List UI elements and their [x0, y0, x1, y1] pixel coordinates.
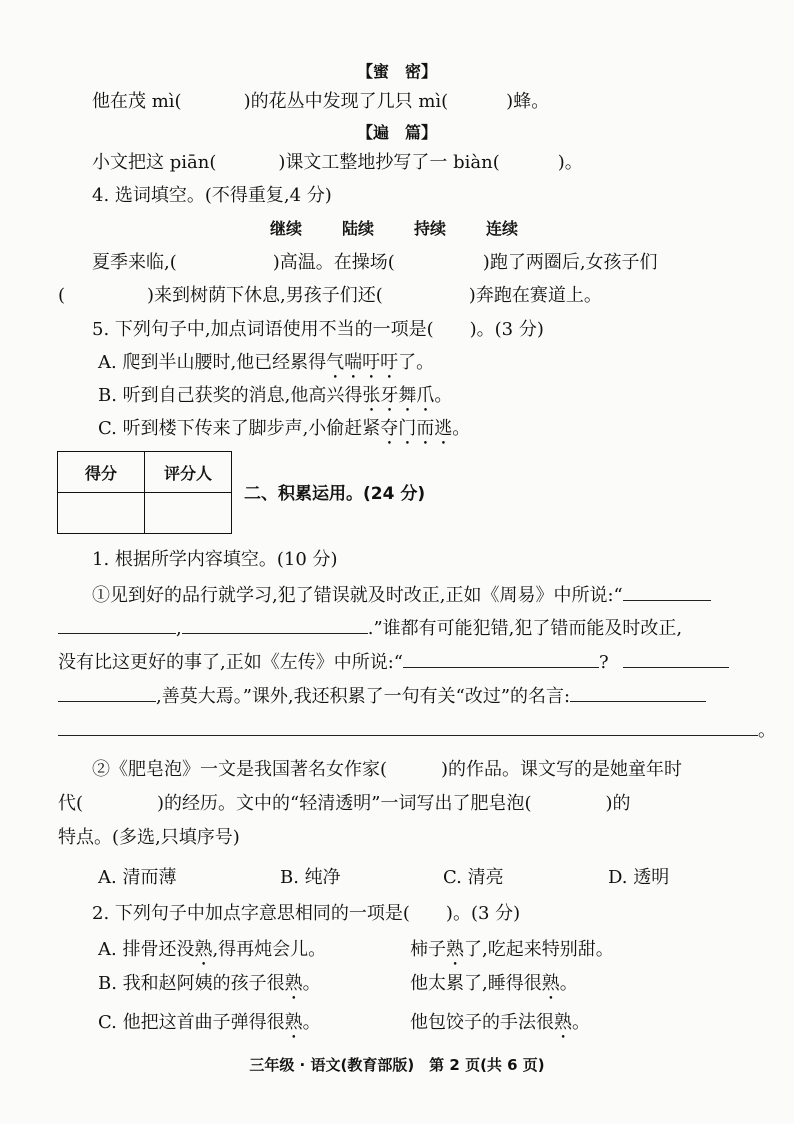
group-header-bian: 【遍 篇】 [356, 123, 437, 142]
q2-1-title: 1. 根据所学内容填空。(10 分) [92, 549, 338, 570]
reviewer-header: 评分人 [145, 452, 232, 493]
pinyin-sentence-bian: 小文把这 piān( )课文工整地抄写了一 biàn( )。 [92, 152, 583, 173]
q2-1-p1-line1: ①见到好的品行就学习,犯了错误就及时改正,正如《周易》中所说:“ [92, 582, 711, 608]
word-lianxu: 连续 [486, 219, 519, 238]
q5-title: 5. 下列句子中,加点词语使用不当的一项是( )。(3 分) [92, 319, 544, 340]
dotted-word: 张牙舞爪 [362, 385, 435, 406]
score-header: 得分 [58, 452, 145, 493]
q2-1-p1-line4: ,善莫大焉。”课外,我还积累了一句有关“改过”的名言: [58, 683, 706, 709]
q2-2-row-c-right: 他包饺子的手法很熟。 [410, 1012, 590, 1033]
answer-blank[interactable] [623, 582, 711, 601]
word-chixu: 持续 [414, 219, 447, 238]
choice-a: A. 清而薄 [98, 867, 177, 888]
choice-b: B. 纯净 [280, 867, 341, 888]
answer-blank[interactable] [58, 683, 156, 702]
dotted-char: 熟 [194, 939, 213, 960]
dotted-char: 熟 [284, 973, 303, 994]
section-2-title: 二、积累运用。(24 分) [244, 484, 426, 504]
answer-blank[interactable] [623, 649, 729, 668]
q2-1-p2-line2: 代( )的经历。文中的“轻清透明”一词写出了肥皂泡( )的 [58, 793, 631, 814]
choice-d: D. 透明 [608, 867, 670, 888]
answer-blank[interactable] [570, 683, 706, 702]
answer-blank[interactable] [58, 615, 176, 634]
dotted-char: 熟 [554, 1012, 572, 1033]
group-header-mi: 【蜜 密】 [356, 62, 437, 81]
dotted-char: 熟 [446, 939, 464, 960]
word-jixu: 继续 [270, 219, 303, 238]
word-luxu: 陆续 [342, 219, 375, 238]
answer-blank[interactable] [403, 649, 599, 668]
q4-line-1: 夏季来临,( )高温。在操场( )跑了两圈后,女孩子们 [92, 252, 658, 273]
q2-2-row-a-right: 柿子熟了,吃起来特别甜。 [410, 939, 614, 960]
q2-1-p1-line5: 。 [58, 717, 776, 743]
q2-2-row-a-left: A. 排骨还没熟,得再炖会儿。 [98, 939, 327, 960]
q4-title: 4. 选词填空。(不得重复,4 分) [92, 185, 332, 206]
pinyin-sentence-mi: 他在茂 mì( )的花丛中发现了几只 mì( )蜂。 [92, 91, 550, 112]
score-table [57, 451, 232, 534]
page-footer: 三年级 · 语文(教育部版) 第 2 页(共 6 页) [249, 1056, 545, 1074]
q2-1-p1-line3: 没有比这更好的事了,正如《左传》中所说:“ ? [58, 649, 729, 675]
reviewer-cell[interactable] [145, 493, 232, 534]
dotted-char: 熟 [541, 973, 560, 994]
dotted-char: 熟 [284, 1012, 303, 1033]
q2-1-p2-line1: ②《肥皂泡》一文是我国著名女作家( )的作品。课文写的是她童年时 [92, 759, 683, 780]
choice-c: C. 清亮 [443, 867, 504, 888]
answer-blank[interactable] [182, 615, 368, 634]
q2-2-row-b-right: 他太累了,睡得很熟。 [410, 973, 578, 994]
dotted-word: 夺门而逃 [380, 418, 453, 439]
q5-option-c: C. 听到楼下传来了脚步声,小偷赶紧夺门而逃。 [98, 418, 471, 439]
q4-line-2: ( )来到树荫下休息,男孩子们还( )奔跑在赛道上。 [58, 285, 602, 306]
score-cell[interactable] [58, 493, 145, 534]
dotted-word: 气喘吁吁 [326, 352, 399, 373]
q2-2-title: 2. 下列句子中加点字意思相同的一项是( )。(3 分) [92, 903, 521, 924]
q2-2-row-c-left: C. 他把这首曲子弹得很熟。 [98, 1012, 321, 1033]
q5-option-a: A. 爬到半山腰时,他已经累得气喘吁吁了。 [98, 352, 435, 373]
q2-2-row-b-left: B. 我和赵阿姨的孩子很熟。 [98, 973, 321, 994]
q2-1-p1-line2: , .”谁都有可能犯错,犯了错而能及时改正, [58, 615, 682, 641]
answer-blank[interactable] [58, 717, 758, 736]
q4-word-bank [250, 217, 538, 241]
q5-option-b: B. 听到自己获奖的消息,他高兴得张牙舞爪。 [98, 385, 453, 406]
q2-1-p2-line3: 特点。(多选,只填序号) [58, 827, 240, 848]
